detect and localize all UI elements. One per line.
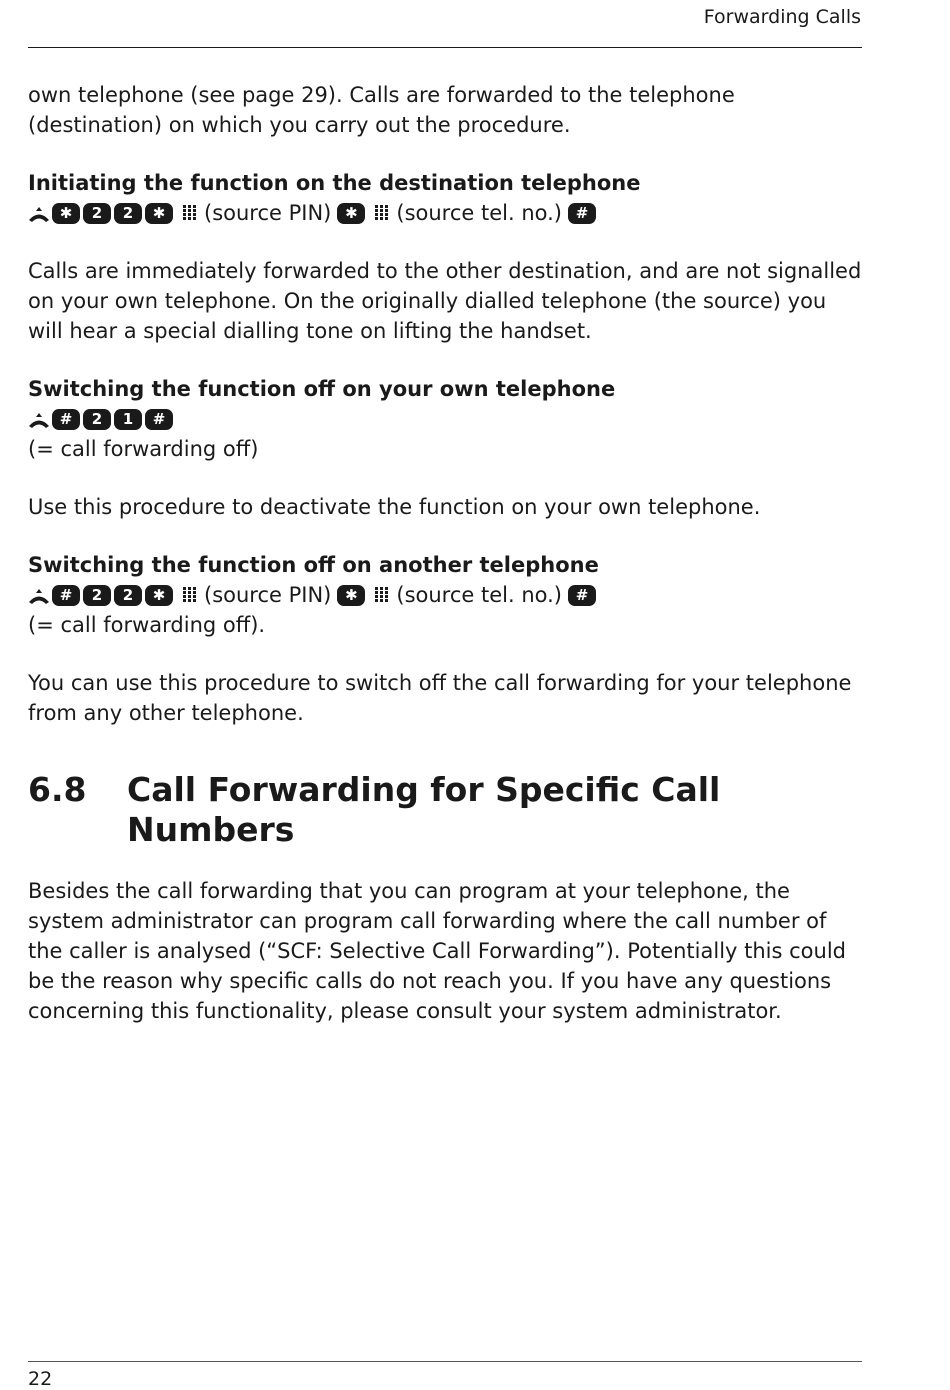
key-star: ✱ [145, 203, 173, 224]
keyline-initiate [28, 198, 862, 228]
key-hash: # [568, 203, 596, 224]
key-hash: # [52, 585, 80, 606]
page-body [28, 80, 862, 1054]
source-pin-label: (source PIN) [204, 201, 332, 225]
keypad-icon [374, 204, 390, 222]
key-hash: # [52, 409, 80, 430]
lift-handset-icon [28, 585, 50, 606]
section-title: Call Forwarding for Specific Call Numbers [126, 770, 721, 849]
key-star: ✱ [145, 585, 173, 606]
section-number: 6.8 [28, 770, 87, 809]
running-header: Forwarding Calls [703, 6, 861, 28]
key-2: 2 [83, 203, 111, 224]
off-own-body: Use this procedure to deactivate the function on your own telephone. [28, 495, 761, 519]
section-heading [28, 770, 862, 850]
intro-paragraph: own telephone (see page 29). Calls are forwarded to the telephone (destination) on which you carry out the procedure. [28, 83, 735, 137]
key-1: 1 [114, 409, 142, 430]
key-2: 2 [83, 585, 111, 606]
off-other-note: (= call forwarding off). [28, 613, 266, 637]
source-pin-label: (source PIN) [204, 583, 332, 607]
section-body: Besides the call forwarding that you can program at your telephone, the system administrator can program call forwarding where the call number of the caller is analysed (“SCF: Selective Call Forwarding”). Potentially this could be the reason why specific calls do not reach you. If you have any questions concerning this functionality, please consult your system administrator. [28, 879, 847, 1023]
key-star: ✱ [337, 585, 365, 606]
heading-off-other: Switching the function off on another telephone [28, 553, 599, 577]
key-hash: # [145, 409, 173, 430]
footer-rule [28, 1361, 862, 1362]
key-star: ✱ [337, 203, 365, 224]
key-star: ✱ [52, 203, 80, 224]
keypad-icon [374, 586, 390, 604]
off-other-body: You can use this procedure to switch off the call forwarding for your telephone from any other telephone. [28, 671, 852, 725]
lift-handset-icon [28, 203, 50, 224]
keypad-icon [182, 586, 198, 604]
key-2: 2 [114, 203, 142, 224]
key-2: 2 [114, 585, 142, 606]
heading-initiate: Initiating the function on the destination telephone [28, 171, 641, 195]
initiate-body: Calls are immediately forwarded to the other destination, and are not signalled on your own telephone. On the originally dialled telephone (the source) you will hear a special dialling tone on lifting the handset. [28, 259, 862, 343]
lift-handset-icon [28, 409, 50, 430]
source-tel-label: (source tel. no.) [396, 583, 562, 607]
source-tel-label: (source tel. no.) [396, 201, 562, 225]
keypad-icon [182, 204, 198, 222]
header-rule [28, 47, 862, 48]
heading-off-own: Switching the function off on your own telephone [28, 377, 616, 401]
off-own-note: (= call forwarding off) [28, 437, 259, 461]
keyline-off-own [28, 404, 862, 434]
key-hash: # [568, 585, 596, 606]
page-number: 22 [28, 1368, 53, 1390]
keyline-off-other [28, 580, 862, 610]
key-2: 2 [83, 409, 111, 430]
